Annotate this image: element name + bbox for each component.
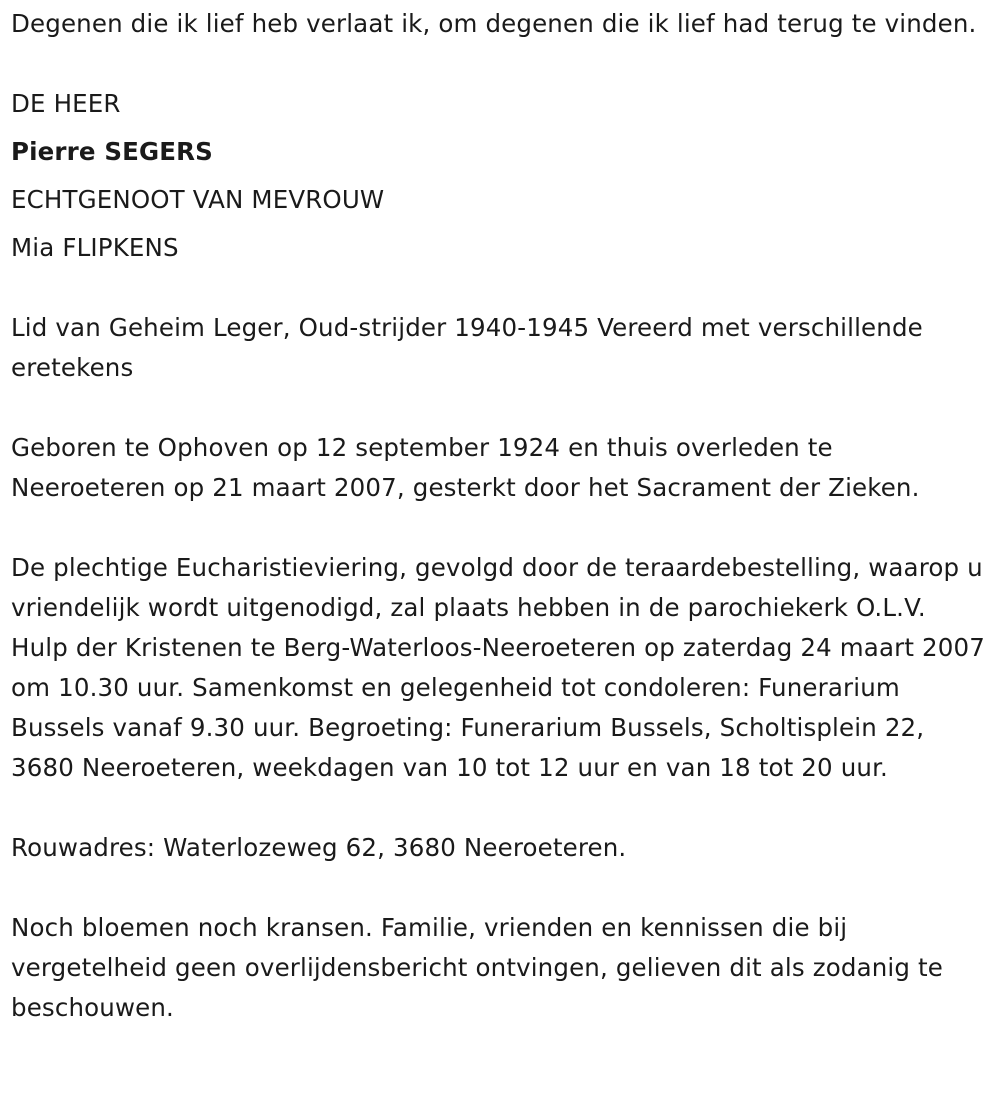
- honors-paragraph: Lid van Geheim Leger, Oud-strijder 1940-1945 Vereerd met verschillende eretekens: [11, 313, 923, 382]
- deceased-name: Pierre SEGERS: [11, 137, 213, 166]
- ceremony-paragraph: De plechtige Eucharistieviering, gevolgd door de teraardebestelling, waarop u vriendelijk wordt uitgenodigd, zal plaats hebben in de parochiekerk O.L.V. Hulp der Kristenen te Berg-Waterloos-Neeroeteren op zaterdag 24 maart 2007 om 10.30 uur. Samenkomst en gelegenheid tot condoleren: Funerarium Bussels vanaf 9.30 uur. Begroeting: Funerarium Bussels, Scholtisplein 22, 3680 Neeroeteren, weekdagen van 10 tot 12 uur en van 18 tot 20 uur.: [11, 553, 985, 782]
- spouse-relation: ECHTGENOOT VAN MEVROUW: [11, 185, 385, 214]
- mourning-address: Rouwadres: Waterlozeweg 62, 3680 Neeroeteren.: [11, 833, 627, 862]
- birth-death-paragraph: Geboren te Ophoven op 12 september 1924 en thuis overleden te Neeroeteren op 21 maart 2007, gesterkt door het Sacrament der Zieken.: [11, 433, 920, 502]
- opening-quote: Degenen die ik lief heb verlaat ik, om degenen die ik lief had terug te vinden.: [11, 9, 977, 38]
- title-prefix: DE HEER: [11, 89, 121, 118]
- closing-paragraph: Noch bloemen noch kransen. Familie, vrienden en kennissen die bij vergetelheid geen overlijdensbericht ontvingen, gelieven dit als zodanig te beschouwen.: [11, 913, 943, 1022]
- spouse-name: Mia FLIPKENS: [11, 233, 179, 262]
